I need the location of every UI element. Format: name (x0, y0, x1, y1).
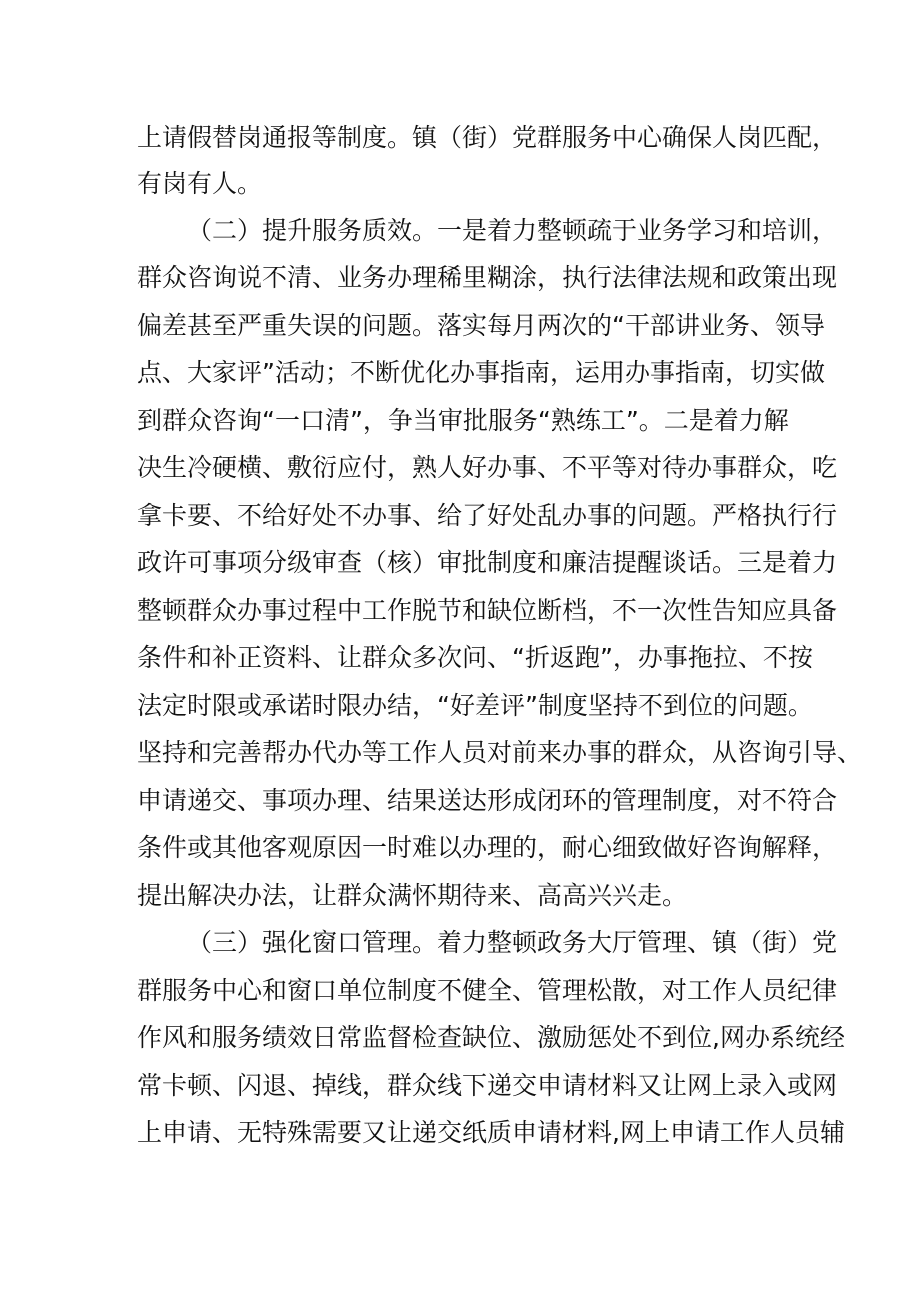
text-line: 常卡顿、闪退、掉线，群众线下递交申请材料又让网上录入或网 (137, 1071, 838, 1100)
text-line: 到群众咨询“一口清”，争当审批服务“熟练工”。二是着力解 (137, 406, 789, 435)
text-line: 群服务中心和窗口单位制度不健全、管理松散，对工作人员纪律 (137, 976, 838, 1005)
text-line: 条件和补正资料、让群众多次问、“折返跑”，办事拖拉、不按 (137, 643, 813, 672)
text-line: 偏差甚至严重失误的问题。落实每月两次的“干部讲业务、领导 (137, 311, 825, 340)
text-line: 点、大家评”活动；不断优化办事指南，运用办事指南，切实做 (137, 358, 825, 387)
text-line: 上请假替岗通报等制度。镇（街）党群服务中心确保人岗匹配， (137, 123, 838, 152)
text-line: 政许可事项分级审查（核）审批制度和廉洁提醒谈话。三是着力 (137, 548, 838, 577)
text-line: 上申请、无特殊需要又让递交纸质申请材料,网上申请工作人员辅 (137, 1118, 845, 1147)
text-line: （二）提升服务质效。一是着力整顿疏于业务学习和培训， (187, 216, 838, 245)
text-line: 坚持和完善帮办代办等工作人员对前来办事的群众，从咨询引导、 (137, 738, 863, 767)
text-line: 提出解决办法，让群众满怀期待来、高高兴兴走。 (137, 881, 688, 910)
text-line: 条件或其他客观原因一时难以办理的，耐心细致做好咨询解释， (137, 833, 838, 862)
text-line: 整顿群众办事过程中工作脱节和缺位断档，不一次性告知应具备 (137, 596, 838, 625)
text-line: 决生冷硬横、敷衍应付，熟人好办事、不平等对待办事群众，吃 (137, 453, 838, 482)
text-line: 群众咨询说不清、业务办理稀里糊涂，执行法律法规和政策出现 (137, 263, 838, 292)
text-line: 有岗有人。 (137, 169, 263, 198)
text-line: 法定时限或承诺时限办结，“好差评”制度坚持不到位的问题。 (137, 691, 813, 720)
text-line: 拿卡要、不给好处不办事、给了好处乱办事的问题。严格执行行 (137, 501, 838, 530)
text-line: （三）强化窗口管理。着力整顿政务大厅管理、镇（街）党 (187, 928, 838, 957)
text-line: 作风和服务绩效日常监督检查缺位、激励惩处不到位,网办系统经 (137, 1023, 845, 1052)
text-line: 申请递交、事项办理、结果送达形成闭环的管理制度，对不符合 (137, 786, 838, 815)
